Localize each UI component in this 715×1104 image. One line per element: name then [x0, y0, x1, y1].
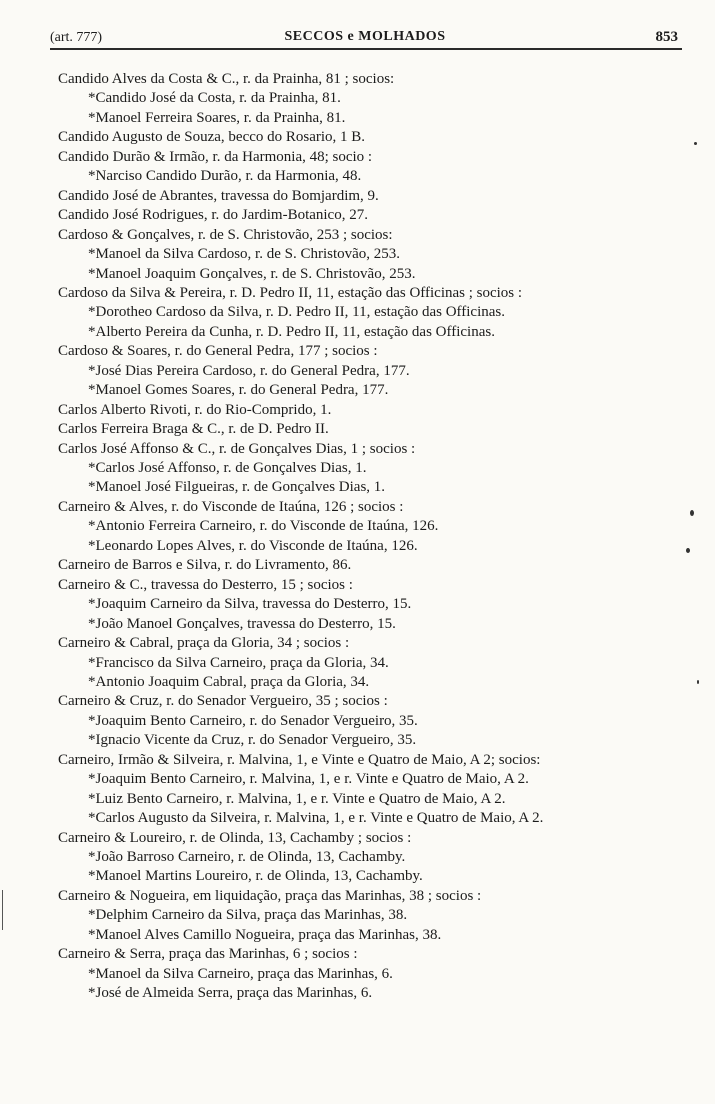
partner-entry: *Delphim Carneiro da Silva, praça das Marinhas, 38.	[88, 907, 408, 924]
ink-speck	[694, 142, 697, 145]
partner-entry: *José de Almeida Serra, praça das Marinhas, 6.	[88, 985, 373, 1002]
firm-entry: Candido José de Abrantes, travessa do Bomjardim, 9.	[58, 187, 379, 204]
section-title: SECCOS e MOLHADOS	[284, 29, 446, 44]
partner-entry: *João Barroso Carneiro, r. de Olinda, 13, Cachamby.	[88, 849, 406, 865]
partner-entry: *João Manoel Gonçalves, travessa do Desterro, 15.	[88, 615, 396, 632]
partner-entry: *Leonardo Lopes Alves, r. do Visconde de Itaúna, 126.	[88, 537, 418, 554]
partner-entry: *Manoel Alves Camillo Nogueira, praça das Marinhas, 38.	[88, 926, 442, 943]
binding-mark	[2, 890, 3, 930]
partner-entry: *Joaquim Carneiro da Silva, travessa do Desterro, 15.	[88, 596, 412, 613]
partner-entry: *Alberto Pereira da Cunha, r. D. Pedro II, 11, estação das Officinas.	[88, 323, 495, 340]
ink-speck	[697, 680, 699, 684]
firm-entry: Candido José Rodrigues, r. do Jardim-Botanico, 27.	[58, 207, 368, 224]
ink-speck	[690, 510, 694, 516]
page-header	[50, 28, 680, 50]
firm-entry: Carneiro & Nogueira, em liquidação, praça das Marinhas, 38 ; socios :	[58, 887, 482, 904]
partner-entry: *Ignacio Vicente da Cruz, r. do Senador Vergueiro, 35.	[88, 732, 417, 749]
partner-entry: *Narciso Candido Durão, r. da Harmonia, 48.	[88, 168, 362, 185]
partner-entry: *José Dias Pereira Cardoso, r. do General Pedra, 177.	[88, 362, 410, 379]
partner-entry: *Manoel da Silva Cardoso, r. de S. Christovão, 253.	[88, 246, 401, 263]
ink-speck	[686, 548, 690, 553]
partner-entry: *Manoel Joaquim Gonçalves, r. de S. Christovão, 253.	[88, 265, 416, 282]
partner-entry: *Candido José da Costa, r. da Prainha, 81.	[88, 90, 341, 107]
firm-entry: Carneiro de Barros e Silva, r. do Livramento, 86.	[58, 557, 352, 574]
partner-entry: *Manoel Martins Loureiro, r. de Olinda, 13, Cachamby.	[88, 868, 423, 885]
firm-entry: Carlos Alberto Rivoti, r. do Rio-Comprido, 1.	[58, 401, 332, 418]
firm-entry: Carlos Ferreira Braga & C., r. de D. Pedro II.	[58, 421, 329, 438]
partner-entry: *Manoel Gomes Soares, r. do General Pedra, 177.	[88, 382, 389, 399]
partner-entry: *Manoel José Filgueiras, r. de Gonçalves Dias, 1.	[88, 479, 386, 496]
header-rule	[50, 48, 682, 50]
firm-entry: Carneiro & Cruz, r. do Senador Vergueiro, 35 ; socios :	[58, 693, 388, 710]
partner-entry: *Joaquim Bento Carneiro, r. Malvina, 1, e r. Vinte e Quatro de Maio, A 2.	[88, 771, 529, 788]
partner-entry: *Manoel da Silva Carneiro, praça das Marinhas, 6.	[88, 965, 393, 982]
partner-entry: *Carlos Augusto da Silveira, r. Malvina, 1, e r. Vinte e Quatro de Maio, A 2.	[88, 810, 544, 827]
firm-entry: Candido Alves da Costa & C., r. da Prainha, 81 ; socios:	[58, 71, 395, 87]
firm-entry: Carlos José Affonso & C., r. de Gonçalves Dias, 1 ; socios :	[58, 440, 416, 457]
partner-entry: *Joaquim Bento Carneiro, r. do Senador Vergueiro, 35.	[88, 712, 418, 729]
firm-entry: Candido Durão & Irmão, r. da Harmonia, 48; socio :	[58, 148, 373, 165]
partner-entry: *Manoel Ferreira Soares, r. da Prainha, 81.	[88, 109, 346, 126]
partner-entry: *Francisco da Silva Carneiro, praça da Gloria, 34.	[88, 654, 389, 671]
article-reference: (art. 777)	[50, 30, 103, 45]
firm-entry: Cardoso & Soares, r. do General Pedra, 177 ; socios :	[58, 343, 378, 360]
partner-entry: *Antonio Ferreira Carneiro, r. do Visconde de Itaúna, 126.	[88, 518, 439, 535]
partner-entry: *Carlos José Affonso, r. de Gonçalves Dias, 1.	[88, 460, 367, 476]
firm-entry: Carneiro, Irmão & Silveira, r. Malvina, 1, e Vinte e Quatro de Maio, A 2; socios:	[58, 751, 541, 768]
firm-entry: Cardoso & Gonçalves, r. de S. Christovão, 253 ; socios:	[58, 226, 393, 243]
partner-entry: *Antonio Joaquim Cabral, praça da Gloria, 34.	[88, 673, 370, 690]
partner-entry: *Luiz Bento Carneiro, r. Malvina, 1, e r. Vinte e Quatro de Maio, A 2.	[88, 790, 506, 807]
firm-entry: Carneiro & Cabral, praça da Gloria, 34 ; socios :	[58, 635, 350, 652]
firm-entry: Carneiro & Serra, praça das Marinhas, 6 ; socios :	[58, 946, 358, 963]
firm-entry: Carneiro & Alves, r. do Visconde de Itaúna, 126 ; socios :	[58, 498, 404, 515]
firm-entry: Carneiro & Loureiro, r. de Olinda, 13, Cachamby ; socios :	[58, 829, 412, 846]
page-number: 853	[655, 29, 678, 45]
partner-entry: *Dorotheo Cardoso da Silva, r. D. Pedro II, 11, estação das Officinas.	[88, 304, 505, 321]
firm-entry: Cardoso da Silva & Pereira, r. D. Pedro II, 11, estação das Officinas ; socios :	[58, 284, 523, 301]
firm-entry: Candido Augusto de Souza, becco do Rosario, 1 B.	[58, 129, 366, 146]
firm-entry: Carneiro & C., travessa do Desterro, 15 ; socios :	[58, 576, 353, 593]
